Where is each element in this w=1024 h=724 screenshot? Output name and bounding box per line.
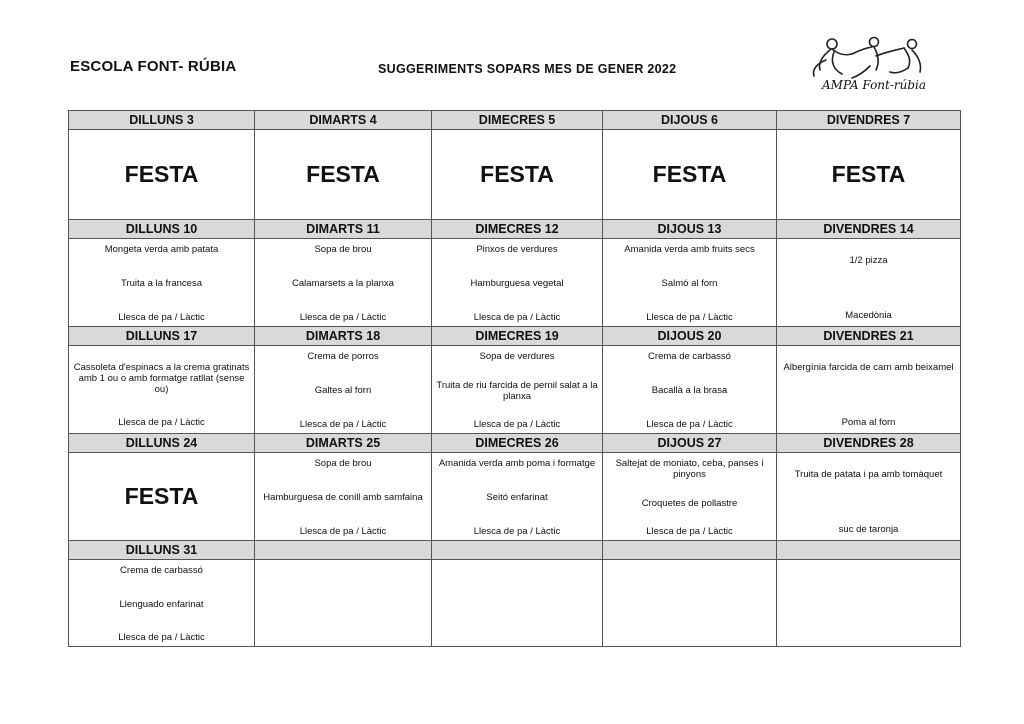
meal-cell xyxy=(603,346,777,434)
meal-cell xyxy=(69,130,255,220)
day-header: DIVENDRES 14 xyxy=(777,220,961,239)
dish-item: Seitó enfarinat xyxy=(486,492,548,503)
meal-cell xyxy=(69,560,255,647)
day-header xyxy=(432,541,603,560)
meal-cell xyxy=(603,453,777,541)
holiday-label: FESTA xyxy=(831,161,906,187)
day-header: DILLUNS 3 xyxy=(69,111,255,130)
dish-item: Crema de carbassó xyxy=(648,351,731,362)
meal-cell xyxy=(255,346,432,434)
day-header: DILLUNS 10 xyxy=(69,220,255,239)
meal-cell xyxy=(777,560,961,647)
dish-item: Amanida verda amb poma i formatge xyxy=(438,458,596,469)
ampa-logo xyxy=(808,36,928,98)
dish-item: Amanida verda amb fruits secs xyxy=(624,244,755,255)
meal-cell xyxy=(69,346,255,434)
day-header: DIJOUS 20 xyxy=(603,327,777,346)
day-header: DIJOUS 13 xyxy=(603,220,777,239)
day-header: DIMARTS 11 xyxy=(255,220,432,239)
day-header: DIMARTS 18 xyxy=(255,327,432,346)
dish-item: Truita de patata i pa amb tomàquet xyxy=(794,469,943,480)
day-header: DIVENDRES 28 xyxy=(777,434,961,453)
day-header: DIMECRES 19 xyxy=(432,327,603,346)
meals-row xyxy=(69,239,961,327)
holiday-label: FESTA xyxy=(306,161,380,187)
dish-item: Llesca de pa / Làctic xyxy=(118,632,205,643)
dish-item: Sopa de brou xyxy=(314,244,372,255)
dish-item: Llesca de pa / Làctic xyxy=(118,312,205,323)
day-header: DILLUNS 31 xyxy=(69,541,255,560)
document-title: SUGGERIMENTS SOPARS MES DE GENER 2022 xyxy=(378,62,677,76)
meal-cell xyxy=(603,130,777,220)
dish-item: suc de taronja xyxy=(838,524,899,535)
day-header: DIVENDRES 7 xyxy=(777,111,961,130)
day-header: DIVENDRES 21 xyxy=(777,327,961,346)
dish-item: Pinxos de verdures xyxy=(476,244,558,255)
dish-item: Albergínia farcida de carn amb beixamel xyxy=(783,362,954,373)
meal-cell xyxy=(255,130,432,220)
dish-item: Mongeta verda amb patata xyxy=(104,244,219,255)
meal-cell xyxy=(603,239,777,327)
dinner-menu-table xyxy=(68,110,961,647)
day-header: DIJOUS 27 xyxy=(603,434,777,453)
meal-cell xyxy=(255,560,432,647)
dish-item: Llesca de pa / Làctic xyxy=(473,526,561,537)
dish-item: Truita a la francesa xyxy=(121,278,202,289)
day-header: DIMECRES 26 xyxy=(432,434,603,453)
dish-item: Cassoleta d'espinacs a la crema gratinats amb 1 ou o amb formatge ratllat (sense ou) xyxy=(73,362,250,395)
day-header: DILLUNS 17 xyxy=(69,327,255,346)
day-header: DIMARTS 25 xyxy=(255,434,432,453)
holiday-label: FESTA xyxy=(652,161,727,187)
dish-item: Crema de carbassó xyxy=(120,565,203,576)
day-header: DIMECRES 12 xyxy=(432,220,603,239)
meal-cell xyxy=(432,560,603,647)
meals-row xyxy=(69,453,961,541)
dish-item: Croquetes de pollastre xyxy=(641,497,738,509)
dish-item: Bacallà a la brasa xyxy=(651,385,728,396)
dish-item: Macedònia xyxy=(845,310,892,321)
dish-item: Llenguado enfarinat xyxy=(119,598,204,610)
dish-item: Llesca de pa / Làctic xyxy=(299,419,387,430)
meal-cell xyxy=(432,239,603,327)
dish-item: Llesca de pa / Làctic xyxy=(473,419,561,430)
dish-item: Crema de porros xyxy=(307,351,379,362)
dish-item: Saltejat de moniato, ceba, panses i pinyons xyxy=(615,458,764,480)
meal-cell xyxy=(777,130,961,220)
day-header-row xyxy=(69,434,961,453)
meal-cell xyxy=(432,453,603,541)
school-name: ESCOLA FONT- RÚBIA xyxy=(70,58,237,75)
dish-item: Llesca de pa / Làctic xyxy=(646,526,733,537)
day-header-row xyxy=(69,111,961,130)
meal-cell xyxy=(777,239,961,327)
dish-item: Llesca de pa / Làctic xyxy=(299,526,387,537)
day-header: DIJOUS 6 xyxy=(603,111,777,130)
meal-cell xyxy=(255,453,432,541)
dish-item: Hamburguesa vegetal xyxy=(470,278,564,289)
day-header: DILLUNS 24 xyxy=(69,434,255,453)
meal-cell xyxy=(432,346,603,434)
dish-item: Llesca de pa / Làctic xyxy=(118,417,205,428)
dish-item: Llesca de pa / Làctic xyxy=(646,419,733,430)
day-header-row xyxy=(69,327,961,346)
dish-item: Calamarsets a la planxa xyxy=(292,278,394,289)
meal-cell xyxy=(603,560,777,647)
dish-item: Sopa de verdures xyxy=(479,351,555,362)
meals-row xyxy=(69,346,961,434)
meals-row xyxy=(69,560,961,647)
dish-item: Llesca de pa / Làctic xyxy=(299,312,387,323)
meal-cell xyxy=(777,346,961,434)
day-header xyxy=(603,541,777,560)
day-header-row xyxy=(69,220,961,239)
day-header: DIMARTS 4 xyxy=(255,111,432,130)
dish-item: Sopa de brou xyxy=(314,458,372,469)
day-header-row xyxy=(69,541,961,560)
dish-item: Hamburguesa de conill amb samfaina xyxy=(263,492,423,503)
dish-item: Llesca de pa / Làctic xyxy=(646,312,733,323)
meal-cell xyxy=(69,239,255,327)
meal-cell xyxy=(69,453,255,541)
day-header xyxy=(777,541,961,560)
dancing-children-icon xyxy=(808,36,928,80)
dish-item: Salmó al forn xyxy=(661,278,718,289)
dish-item: Poma al forn xyxy=(841,417,896,428)
meals-row xyxy=(69,130,961,220)
day-header: DIMECRES 5 xyxy=(432,111,603,130)
dish-item: Truita de riu farcida de pernil salat a la planxa xyxy=(436,379,598,402)
logo-text: AMPA Font-rúbia xyxy=(822,78,927,92)
holiday-label: FESTA xyxy=(124,483,199,509)
meal-cell xyxy=(432,130,603,220)
dish-item: 1/2 pizza xyxy=(849,255,888,266)
holiday-label: FESTA xyxy=(480,161,554,187)
meal-cell xyxy=(777,453,961,541)
dish-item: Llesca de pa / Làctic xyxy=(473,312,561,323)
holiday-label: FESTA xyxy=(124,161,199,187)
meal-cell xyxy=(255,239,432,327)
day-header xyxy=(255,541,432,560)
dish-item: Galtes al forn xyxy=(314,385,372,396)
